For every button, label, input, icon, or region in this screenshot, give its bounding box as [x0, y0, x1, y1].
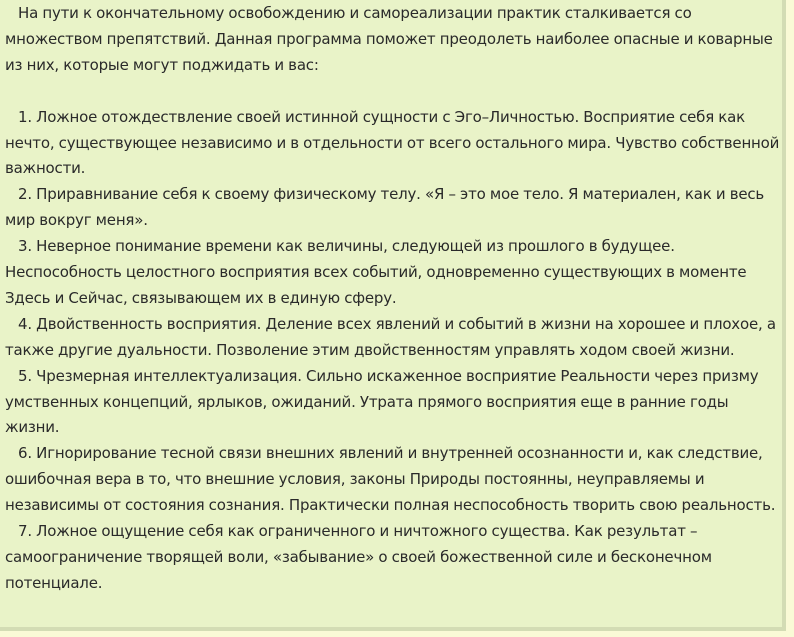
list-item — [5, 364, 782, 442]
list-item — [5, 182, 782, 234]
paragraph-spacer — [5, 79, 782, 105]
list-item-text: 4. Двойственность восприятия. Деление всех явлений и событий в жизни на хорошее и плохое, а также другие дуальности. Позволение этим двойственностям управлять ходом своей жизни. — [5, 314, 776, 359]
list-item — [5, 234, 782, 312]
intro-paragraph — [5, 1, 782, 79]
list-item-text: 7. Ложное ощущение себя как ограниченного и ничтожного существа. Как результат – самоограничение творящей воли, «забывание» о своей божественной силе и бесконечном потенциале. — [5, 522, 712, 592]
list-item — [5, 441, 782, 519]
list-item-text: 2. Приравнивание себя к своему физическому телу. «Я – это мое тело. Я материален, как и весь мир вокруг меня». — [5, 185, 765, 230]
list-item-text: 5. Чрезмерная интеллектуализация. Сильно искаженное восприятие Реальности через призму умственных концепций, ярлыков, ожиданий. Утрата прямого восприятия еще в ранние годы жизни. — [5, 366, 759, 437]
document-text — [5, 1, 782, 597]
list-item — [5, 312, 782, 364]
list-item — [5, 105, 782, 183]
list-item-text: 6. Игнорирование тесной связи внешних явлений и внутренней осознанности и, как следствие, ошибочная вера в то, что внешние условия, законы Природы постоянны, неуправляемы и независимы от состояния сознания. Практически полная неспособность творить свою реальность. — [5, 444, 776, 515]
list-item — [5, 519, 782, 597]
list-item-text: 1. Ложное отождествление своей истинной сущности с Эго–Личностью. Восприятие себя как нечто, существующее независимо и в отдельности от всего остального мира. Чувство собственной важности. — [5, 107, 780, 178]
intro-text: На пути к окончательному освобождению и самореализации практик сталкивается со множеством препятствий. Данная программа поможет преодолеть наиболее опасные и коварные из них, которые могут поджидать и вас: — [5, 4, 773, 74]
list-item-text: 3. Неверное понимание времени как величины, следующей из прошлого в будущее. Неспособность целостного восприятия всех событий, одновременно существующих в моменте Здесь и Сейчас, связывающем их в единую сферу. — [5, 237, 747, 307]
